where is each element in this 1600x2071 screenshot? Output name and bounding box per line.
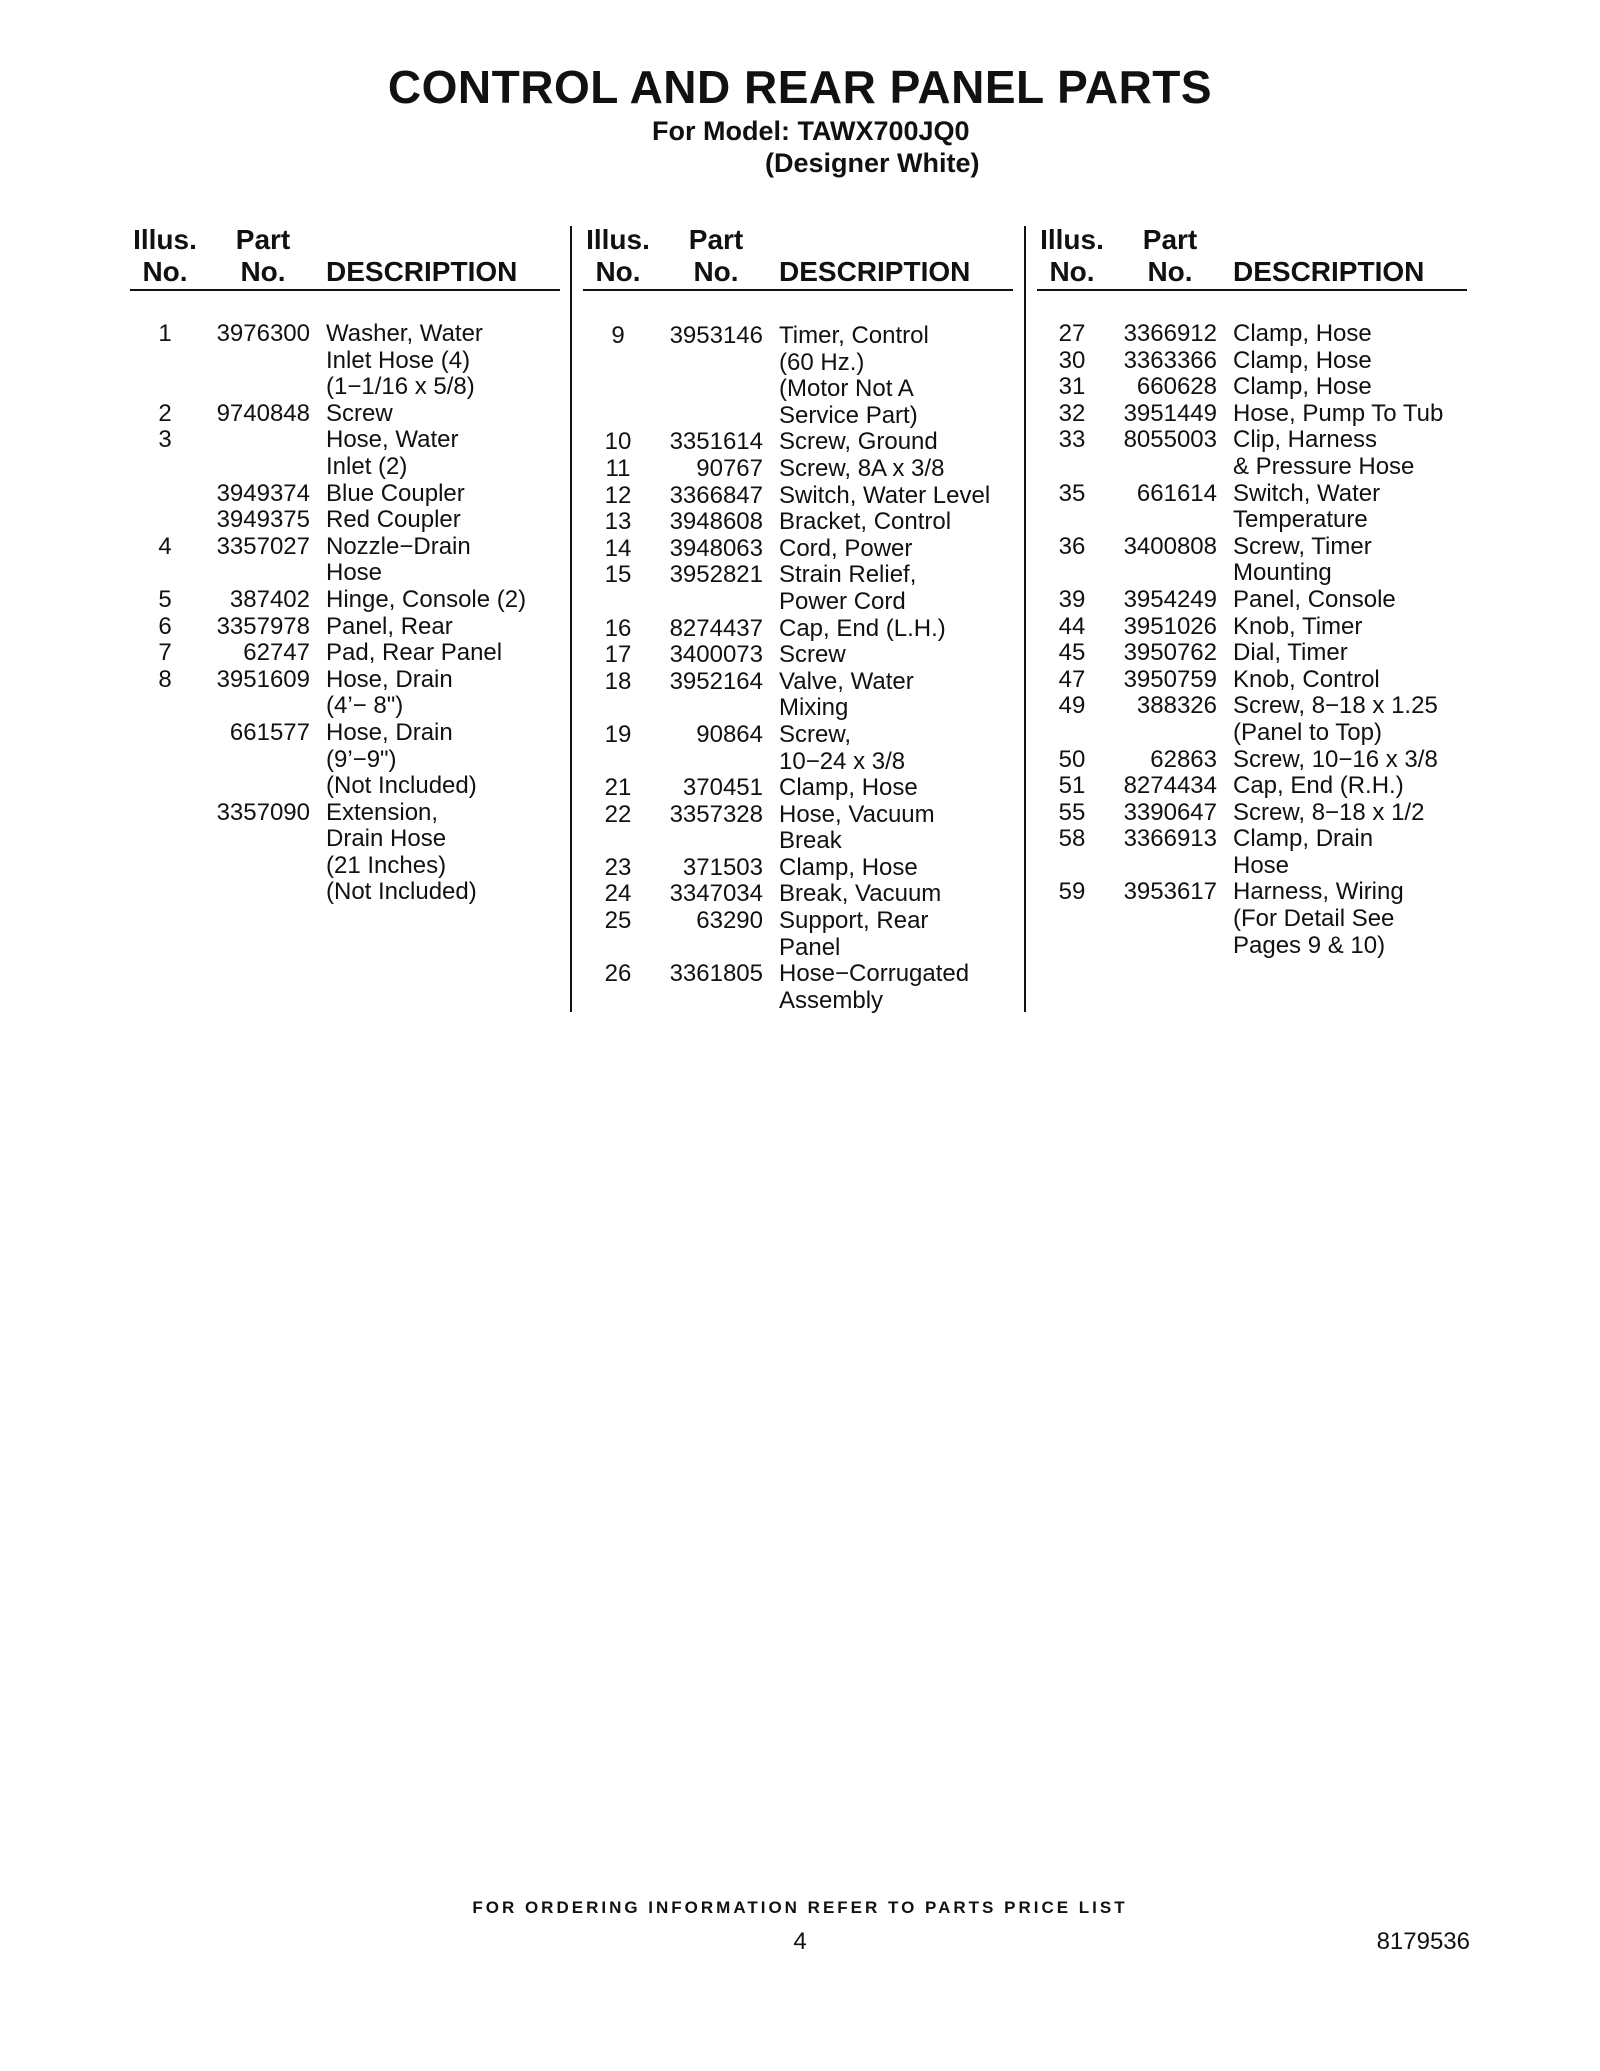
illus-number: 19 (604, 720, 632, 748)
part-row (1037, 667, 1467, 694)
description-line: Clamp, Drain (1233, 825, 1374, 853)
part-description (763, 429, 938, 456)
part-description (1217, 747, 1438, 774)
description-line: (60 Hz.) (779, 348, 865, 376)
part-number: 3390647 (1123, 798, 1217, 826)
description-line: Drain Hose (326, 825, 447, 853)
illus-number: 14 (604, 534, 632, 562)
part-number: 90767 (696, 454, 763, 482)
part-number: 661614 (1136, 479, 1217, 507)
part-row (1037, 879, 1467, 959)
illus-number: 45 (1058, 639, 1086, 667)
part-description (763, 722, 905, 775)
illus-number: 58 (1058, 825, 1086, 853)
illus-number: 15 (604, 561, 632, 589)
parts-list (130, 321, 560, 906)
part-number: 3357328 (669, 800, 763, 828)
description-line: Clamp, Hose (1233, 346, 1372, 374)
part-row (130, 614, 560, 641)
part-row (1037, 614, 1467, 641)
illus-number (130, 800, 200, 906)
description-line: Harness, Wiring (1233, 878, 1404, 906)
description-line: Hose, Drain (326, 718, 453, 746)
part-row (1037, 534, 1467, 587)
part-row (583, 722, 1013, 775)
description-line: Break, Vacuum (779, 880, 942, 908)
description-line: Knob, Control (1233, 665, 1380, 693)
part-number: 8274434 (1123, 772, 1217, 800)
illus-number: 12 (604, 481, 632, 509)
illus-number: 31 (1058, 373, 1086, 401)
description-line: Clamp, Hose (779, 853, 918, 881)
description-line: Inlet (2) (326, 452, 408, 480)
page-number: 4 (793, 1928, 807, 1955)
part-description (1217, 401, 1443, 428)
part-number: 8274437 (669, 614, 763, 642)
part-description (1217, 348, 1372, 375)
description-line: Service Part) (779, 401, 918, 429)
part-number: 660628 (1136, 373, 1217, 401)
part-description (1217, 614, 1362, 641)
part-header: Part No. (688, 224, 744, 287)
description-line: Cap, End (R.H.) (1233, 772, 1404, 800)
part-number: 3351614 (669, 428, 763, 456)
part-number: 3953146 (669, 322, 763, 349)
part-row (583, 881, 1013, 908)
part-description (763, 669, 914, 722)
part-number: 8055003 (1123, 426, 1217, 454)
part-number: 3949374 (216, 479, 310, 507)
illus-number: 18 (604, 667, 632, 695)
part-number: 3400808 (1123, 532, 1217, 560)
part-row (1037, 693, 1467, 746)
part-description (1217, 800, 1424, 827)
column-header (583, 224, 1013, 291)
description-line: Hose (1233, 851, 1290, 879)
description-line: Blue Coupler (326, 479, 465, 507)
part-row (130, 720, 560, 800)
part-description (1217, 693, 1438, 746)
description-line: (Not Included) (326, 772, 477, 800)
ordering-note: FOR ORDERING INFORMATION REFER TO PARTS PRICE LIST (472, 1898, 1128, 1917)
description-line: Hose (326, 559, 383, 587)
column-header (1037, 224, 1467, 291)
part-header: Part No. (1142, 224, 1198, 287)
description-line: Switch, Water (1233, 479, 1381, 507)
description-line: Clamp, Hose (1233, 373, 1372, 401)
part-number: 3951609 (216, 665, 310, 693)
part-description (763, 802, 935, 855)
description-header: DESCRIPTION (779, 256, 971, 287)
part-description (310, 800, 477, 906)
illus-number: 35 (1058, 479, 1086, 507)
part-row (583, 642, 1013, 669)
part-row (130, 667, 560, 720)
part-row (1037, 401, 1467, 428)
description-line: Pad, Rear Panel (326, 639, 503, 667)
illus-number: 1 (158, 320, 172, 347)
part-description (1217, 321, 1372, 348)
part-description (310, 667, 453, 720)
model-line: For Model: TAWX700JQ0 (652, 116, 970, 146)
description-line: Support, Rear (779, 907, 929, 935)
part-row (1037, 640, 1467, 667)
part-row (583, 456, 1013, 483)
parts-column-1 (130, 224, 560, 906)
part-row (130, 800, 560, 906)
part-row (1037, 773, 1467, 800)
description-line: Red Coupler (326, 506, 461, 534)
description-line: Temperature (1233, 506, 1368, 534)
illus-number: 13 (604, 508, 632, 536)
part-number: 3952164 (669, 667, 763, 695)
part-description (310, 481, 465, 508)
illus-number: 27 (1058, 320, 1086, 347)
illus-number: 23 (604, 853, 632, 881)
description-line: 10−24 x 3/8 (779, 747, 906, 775)
page-title: CONTROL AND REAR PANEL PARTS (387, 61, 1213, 113)
illus-number: 50 (1058, 745, 1086, 773)
part-description (310, 427, 458, 480)
description-line: Dial, Timer (1233, 639, 1348, 667)
part-row (583, 802, 1013, 855)
part-row (583, 961, 1013, 1014)
parts-list (1037, 321, 1467, 959)
illus-header: Illus. No. (133, 224, 197, 287)
description-header: DESCRIPTION (1233, 256, 1425, 287)
description-line: Hose, Pump To Tub (1233, 399, 1444, 427)
part-row (130, 481, 560, 508)
part-number: 3366913 (1123, 825, 1217, 853)
part-row (130, 534, 560, 587)
part-number: 3950762 (1123, 639, 1217, 667)
illus-number: 39 (1058, 585, 1086, 613)
description-line: (4’− 8") (326, 692, 404, 720)
description-line: Bracket, Control (779, 508, 952, 536)
part-number: 388326 (1136, 692, 1217, 720)
part-number: 62747 (243, 639, 310, 667)
description-line: Assembly (779, 986, 884, 1014)
part-number: 3361805 (669, 960, 763, 988)
description-line: Switch, Water Level (779, 481, 991, 509)
part-description (310, 640, 502, 667)
part-description (1217, 374, 1372, 401)
column-divider (1024, 226, 1026, 1012)
part-description (310, 614, 453, 641)
part-number: 3400073 (669, 641, 763, 669)
description-line: (Panel to Top) (1233, 718, 1382, 746)
part-description (763, 642, 846, 669)
part-description (1217, 826, 1373, 879)
illus-number: 7 (158, 639, 172, 667)
description-line: Hinge, Console (2) (326, 585, 527, 613)
parts-column-3 (1037, 224, 1467, 959)
part-number: 3357027 (216, 532, 310, 560)
part-row (1037, 374, 1467, 401)
column-header (130, 224, 560, 291)
part-description (310, 587, 526, 614)
description-line: Screw, 10−16 x 3/8 (1233, 745, 1438, 773)
part-number: 3976300 (216, 320, 310, 347)
illus-number: 32 (1058, 399, 1086, 427)
description-line: Knob, Timer (1233, 612, 1363, 640)
illus-number (130, 481, 200, 508)
part-description (310, 534, 471, 587)
illus-number: 17 (604, 641, 632, 669)
description-line: Washer, Water (326, 320, 483, 347)
part-number: 3953617 (1123, 878, 1217, 906)
part-row (130, 427, 560, 480)
part-number: 3366912 (1123, 320, 1217, 347)
description-line: Power Cord (779, 587, 906, 615)
description-line: Hose−Corrugated (779, 960, 970, 988)
part-row (130, 321, 560, 401)
part-number: 387402 (229, 585, 310, 613)
illus-number: 59 (1058, 878, 1086, 906)
part-number: 370451 (682, 774, 763, 802)
part-description (1217, 427, 1414, 480)
column-divider (570, 226, 572, 1012)
illus-number: 47 (1058, 665, 1086, 693)
illus-number: 22 (604, 800, 632, 828)
illus-number: 3 (158, 426, 172, 454)
part-row (583, 429, 1013, 456)
part-number: 3949375 (216, 506, 310, 534)
description-line: Hose, Vacuum (779, 800, 935, 828)
illus-number: 9 (611, 322, 625, 349)
description-line: Valve, Water (779, 667, 914, 695)
description-line: Screw (779, 641, 846, 669)
part-row (583, 669, 1013, 722)
part-description (763, 536, 912, 563)
illus-number: 26 (604, 960, 632, 988)
description-line: Hose, Water (326, 426, 459, 454)
part-number: 3357978 (216, 612, 310, 640)
description-line: Inlet Hose (4) (326, 346, 471, 374)
part-header: Part No. (235, 224, 291, 287)
description-line: Clamp, Hose (779, 774, 918, 802)
description-line: (Motor Not A (779, 375, 914, 403)
description-line: Panel (779, 933, 841, 961)
part-number: 3347034 (669, 880, 763, 908)
illus-number: 11 (605, 454, 631, 482)
part-number: 3363366 (1123, 346, 1217, 374)
description-line: Strain Relief, (779, 561, 917, 589)
part-number: 63290 (696, 907, 763, 935)
illus-number: 16 (604, 614, 632, 642)
illus-number: 55 (1058, 798, 1086, 826)
part-description (1217, 640, 1348, 667)
illus-number: 21 (604, 774, 632, 802)
part-row (1037, 348, 1467, 375)
part-number: 3952821 (669, 561, 763, 589)
part-description (1217, 773, 1404, 800)
part-description (763, 323, 929, 429)
part-description (1217, 481, 1380, 534)
part-number: 3951449 (1123, 399, 1217, 427)
part-number: 3366847 (669, 481, 763, 509)
illus-number: 10 (604, 428, 632, 456)
illus-number: 6 (158, 612, 172, 640)
document-number: 8179536 (1376, 1928, 1470, 1955)
part-row (1037, 427, 1467, 480)
part-row (130, 587, 560, 614)
illus-number: 25 (604, 907, 632, 935)
part-description (763, 881, 941, 908)
description-line: (9’−9") (326, 745, 397, 773)
illus-number: 36 (1058, 532, 1086, 560)
illus-number: 49 (1058, 692, 1086, 720)
part-description (310, 507, 461, 534)
part-row (583, 323, 1013, 429)
description-line: Hose, Drain (326, 665, 453, 693)
part-row (1037, 321, 1467, 348)
description-line: Cap, End (L.H.) (779, 614, 946, 642)
part-description (763, 483, 990, 510)
part-description (763, 456, 944, 483)
part-description (763, 961, 969, 1014)
part-number (200, 427, 310, 480)
part-number: 3954249 (1123, 585, 1217, 613)
part-row (583, 616, 1013, 643)
description-line: Screw, 8−18 x 1/2 (1233, 798, 1425, 826)
part-description (763, 855, 918, 882)
part-number: 3948063 (669, 534, 763, 562)
part-row (583, 562, 1013, 615)
color-line: (Designer White) (765, 148, 980, 178)
part-row (583, 908, 1013, 961)
illus-header: Illus. No. (586, 224, 650, 287)
part-number: 3948608 (669, 508, 763, 536)
part-number: 3357090 (216, 798, 310, 826)
part-row (583, 855, 1013, 882)
illus-number: 5 (158, 585, 172, 613)
parts-column-2 (583, 224, 1013, 1014)
part-row (130, 640, 560, 667)
description-line: Screw, Timer (1233, 532, 1372, 560)
part-row (1037, 587, 1467, 614)
description-line: & Pressure Hose (1233, 452, 1415, 480)
part-row (583, 775, 1013, 802)
part-number: 90864 (696, 720, 763, 748)
part-description (1217, 534, 1372, 587)
description-line: Screw, 8A x 3/8 (779, 454, 945, 482)
description-line: Break (779, 827, 842, 855)
part-row (583, 509, 1013, 536)
illus-number: 30 (1058, 346, 1086, 374)
part-row (1037, 481, 1467, 534)
illus-number: 33 (1058, 426, 1086, 454)
part-row (130, 401, 560, 428)
part-description (1217, 879, 1404, 959)
description-line: Extension, (326, 798, 439, 826)
description-line: Panel, Rear (326, 612, 453, 640)
part-row (1037, 747, 1467, 774)
illus-header: Illus. No. (1040, 224, 1104, 287)
part-number: 371503 (682, 853, 763, 881)
description-line: Cord, Power (779, 534, 913, 562)
part-description (763, 616, 946, 643)
part-description (763, 562, 916, 615)
part-row (583, 536, 1013, 563)
description-line: (21 Inches) (326, 851, 447, 879)
description-line: Mounting (1233, 559, 1332, 587)
description-line: (For Detail See (1233, 905, 1395, 933)
part-description (763, 775, 918, 802)
part-row (583, 483, 1013, 510)
part-description (1217, 667, 1380, 694)
illus-number (130, 507, 200, 534)
part-number: 9740848 (216, 399, 310, 427)
description-line: Mixing (779, 694, 849, 722)
part-number: 62863 (1150, 745, 1217, 773)
description-line: Clamp, Hose (1233, 320, 1372, 347)
part-description (1217, 587, 1396, 614)
description-line: Clip, Harness (1233, 426, 1378, 454)
description-line: Nozzle−Drain (326, 532, 471, 560)
part-description (310, 720, 477, 800)
part-row (130, 507, 560, 534)
description-line: Screw (326, 399, 393, 427)
description-line: (Not Included) (326, 878, 477, 906)
illus-number (130, 720, 200, 800)
part-description (310, 401, 393, 428)
description-line: Pages 9 & 10) (1233, 931, 1386, 959)
illus-number: 24 (604, 880, 632, 908)
part-description (763, 509, 951, 536)
part-number: 3950759 (1123, 665, 1217, 693)
part-description (310, 321, 483, 401)
description-line: Screw, 8−18 x 1.25 (1233, 692, 1438, 720)
description-line: Screw, (779, 720, 852, 748)
parts-list (583, 323, 1013, 1014)
illus-number: 8 (158, 665, 172, 693)
illus-number: 4 (158, 532, 172, 560)
description-line: Panel, Console (1233, 585, 1396, 613)
illus-number: 2 (158, 399, 172, 427)
description-line: Screw, Ground (779, 428, 938, 456)
description-header: DESCRIPTION (326, 256, 518, 287)
part-row (1037, 826, 1467, 879)
illus-number: 44 (1058, 612, 1086, 640)
illus-number: 51 (1058, 772, 1086, 800)
description-line: (1−1/16 x 5/8) (326, 373, 475, 401)
part-row (1037, 800, 1467, 827)
part-number: 661577 (229, 718, 310, 746)
part-number: 3951026 (1123, 612, 1217, 640)
description-line: Timer, Control (779, 322, 929, 349)
part-description (763, 908, 928, 961)
